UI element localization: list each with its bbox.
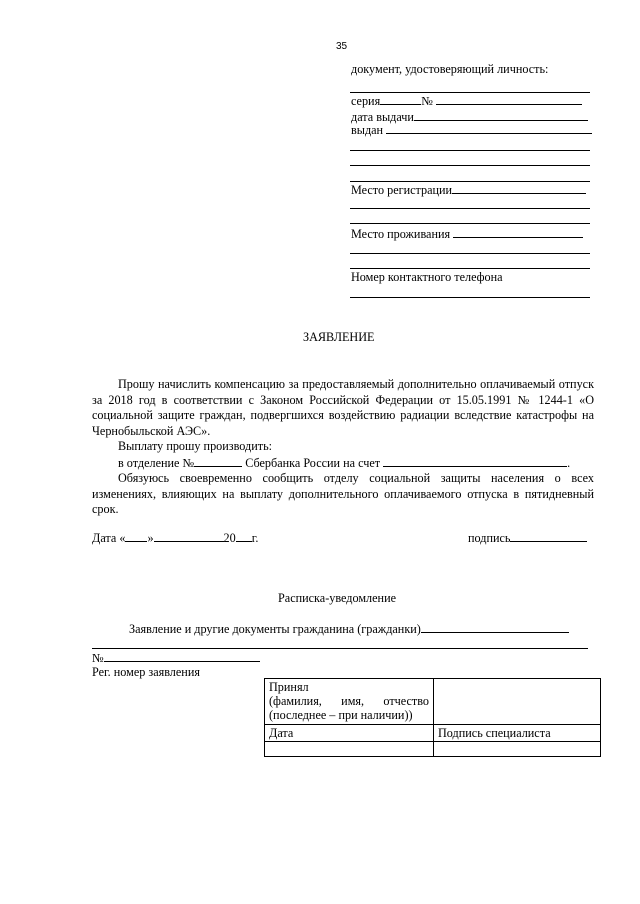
blank-line[interactable]: [350, 253, 590, 254]
name-hint: (фамилия, имя, отчество: [269, 694, 429, 708]
date-day-field[interactable]: [125, 530, 147, 542]
date-label-cell: [265, 725, 434, 742]
phone-label: Номер контактного телефона: [351, 270, 503, 284]
blank-line[interactable]: [350, 223, 590, 224]
citizen-name-field[interactable]: [421, 621, 569, 633]
series-label: серия: [351, 94, 381, 108]
date-prefix: Дата «: [92, 531, 126, 545]
document-title: ЗАЯВЛЕНИЕ: [303, 330, 375, 344]
blank-line[interactable]: [350, 165, 590, 166]
signature-label: подпись: [468, 531, 511, 545]
registration-field[interactable]: [452, 182, 586, 194]
paragraph-bank: [92, 455, 594, 472]
issue-date-field[interactable]: [414, 109, 588, 121]
registration-row: [351, 182, 586, 197]
specialist-signature-field[interactable]: [434, 742, 601, 757]
id-document-header: документ, удостоверяющий личность:: [351, 62, 549, 76]
registration-label: Место регистрации: [351, 183, 453, 197]
paragraph-compensation: Прошу начислить компенсацию за предоставляемый дополнительно оплачиваемый отпуск за 2018 год в соответствии с Законом Российской Федерации от 15.05.1991 № 1244-1 «О социальной защите граждан, подвергшихся воздействию радиации вследствие катастрофы на Чернобыльской АЭС».: [92, 377, 594, 438]
residence-row: [351, 226, 583, 241]
date-year-field[interactable]: [236, 530, 252, 542]
specialist-signature-label: Подпись специалиста: [438, 726, 551, 740]
receipt-docs-row: [129, 621, 569, 636]
paragraph-payment: Выплату прошу производить:: [118, 439, 273, 453]
page-number: 35: [336, 41, 348, 52]
issue-date-label: дата выдачи: [351, 110, 414, 124]
blank-line[interactable]: [350, 208, 590, 209]
date-mid: »: [147, 531, 154, 545]
issued-by-label: выдан: [351, 123, 384, 137]
issued-by-row: [351, 122, 592, 137]
reg-number-label: Рег. номер заявления: [92, 665, 200, 679]
residence-field[interactable]: [453, 226, 583, 238]
receipt-date-label: Дата: [269, 726, 294, 740]
date-month-field[interactable]: [154, 530, 224, 542]
reg-number-row: [92, 650, 260, 665]
paragraph-obligation: Обязуюсь своевременно сообщить отделу социальной защиты населения о всех изменениях, влияющих на выплату дополнительного оплачиваемого отпуска в пятидневный срок.: [92, 471, 594, 516]
accepted-cell: [265, 679, 434, 725]
receipt-date-field[interactable]: [265, 742, 434, 757]
signature-row: [468, 530, 587, 545]
receipt-table: [264, 678, 601, 757]
receipt-docs-text: Заявление и другие документы гражданина (гражданки): [129, 622, 421, 636]
date-year: 20: [223, 531, 236, 545]
date-suffix: г.: [251, 531, 259, 545]
account-field[interactable]: [383, 455, 567, 467]
phone-field[interactable]: [350, 297, 590, 298]
signature-field[interactable]: [510, 530, 587, 542]
issued-by-field[interactable]: [386, 122, 592, 134]
number-sign: №: [421, 94, 433, 108]
name-hint-2: (последнее – при наличии)): [269, 708, 413, 722]
blank-line[interactable]: [350, 150, 590, 151]
date-row: [92, 530, 258, 545]
series-row: [351, 93, 582, 108]
branch-prefix: в отделение №: [118, 455, 195, 470]
specialist-signature-cell: [434, 725, 601, 742]
series-field[interactable]: [380, 93, 421, 105]
reg-number-field[interactable]: [104, 650, 260, 662]
application-body: [92, 377, 594, 518]
accepted-name-field[interactable]: [434, 679, 601, 725]
blank-line[interactable]: [92, 648, 588, 649]
accepted-label: Принял: [269, 680, 309, 694]
blank-line[interactable]: [350, 268, 590, 269]
bank-text: Сбербанка России на счет: [245, 455, 381, 470]
reg-number-sign: №: [92, 651, 104, 665]
receipt-title: Расписка-уведомление: [278, 591, 397, 605]
residence-label: Место проживания: [351, 227, 451, 241]
number-field[interactable]: [436, 93, 582, 105]
bank-end: .: [567, 455, 571, 470]
branch-number-field[interactable]: [194, 455, 242, 467]
